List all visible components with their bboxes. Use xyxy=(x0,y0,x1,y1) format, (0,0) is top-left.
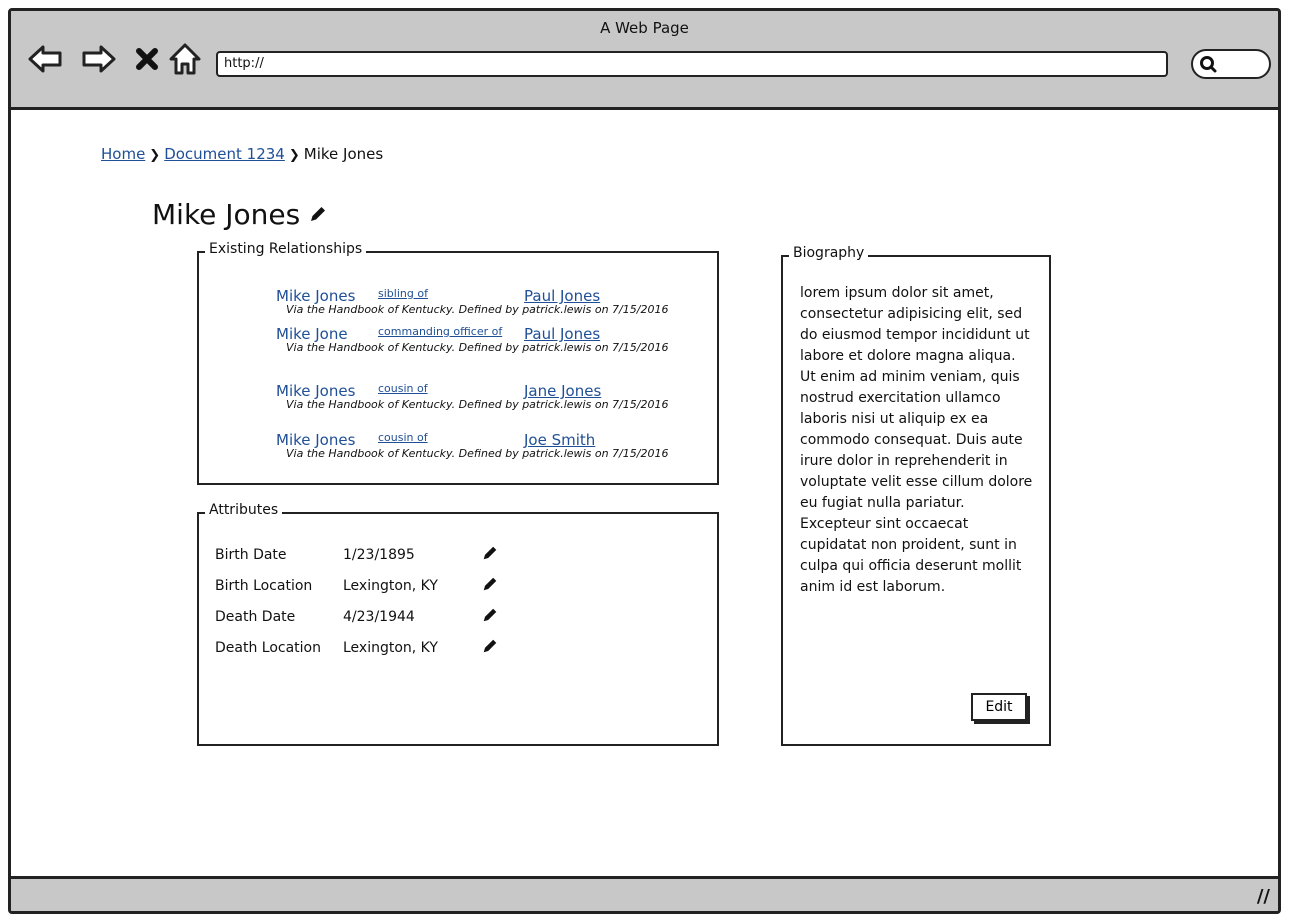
back-arrow-icon[interactable] xyxy=(27,41,63,77)
relationship-source-text: Via the Handbook of Kentucky. Defined by patrick.lewis on 7/15/2016 xyxy=(286,303,669,316)
breadcrumb-home-link[interactable]: Home xyxy=(101,145,146,163)
biography-text: lorem ipsum dolor sit amet, consectetur adipisicing elit, sed do eiusmod tempor incididunt ut labore et dolore magna aliqua. Ut enim ad minim veniam, quis nostrud exercitation ullamco laboris nisi ut aliquip ex ea commodo consequat. Duis aute irure dolor in reprehenderit in voluptate velit esse cillum dolore eu fugiat nulla pariatur. Excepteur sint occaecat cupidatat non proident, sunt in culpa qui officia deserunt mollit anim id est laborum. xyxy=(800,285,1033,595)
relationships-panel xyxy=(197,241,719,485)
page-title-text: Mike Jones xyxy=(152,198,301,231)
relationships-legend: Existing Relationships xyxy=(205,241,366,257)
relationship-person-link[interactable]: Mike Jones xyxy=(276,287,356,305)
close-icon[interactable] xyxy=(129,41,165,77)
relationship-type-link[interactable]: cousin of xyxy=(378,382,428,395)
status-bar xyxy=(11,876,1278,911)
relationship-person-link[interactable]: Mike Jones xyxy=(276,431,356,449)
relationship-row xyxy=(276,287,713,317)
biography-legend: Biography xyxy=(789,245,868,261)
relationship-type-link[interactable]: sibling of xyxy=(378,287,428,300)
biography-panel xyxy=(781,245,1051,746)
relationship-source-text: Via the Handbook of Kentucky. Defined by patrick.lewis on 7/15/2016 xyxy=(286,341,669,354)
browser-chrome xyxy=(11,11,1278,110)
browser-search-field[interactable] xyxy=(1191,49,1271,79)
relationship-person-link[interactable]: Mike Jone xyxy=(276,325,348,343)
attribute-value: Lexington, KY xyxy=(343,640,438,656)
relationship-row xyxy=(276,431,713,461)
attribute-row xyxy=(215,575,499,606)
pencil-icon[interactable] xyxy=(481,606,499,637)
relationship-source-text: Via the Handbook of Kentucky. Defined by patrick.lewis on 7/15/2016 xyxy=(286,398,669,411)
chevron-right-icon: ❯ xyxy=(288,148,300,163)
url-input[interactable]: http:// xyxy=(216,51,1168,77)
attribute-label: Death Date xyxy=(215,609,296,625)
attribute-row xyxy=(215,544,499,575)
attribute-value: 1/23/1895 xyxy=(343,547,415,563)
attributes-panel xyxy=(197,502,719,746)
relationship-row xyxy=(276,325,713,355)
relationship-related-person-link[interactable]: Joe Smith xyxy=(524,431,596,449)
relationship-related-person-link[interactable]: Paul Jones xyxy=(524,287,601,305)
edit-biography-button[interactable]: Edit xyxy=(971,693,1027,721)
attributes-legend: Attributes xyxy=(205,502,282,518)
home-icon[interactable] xyxy=(167,41,203,77)
attribute-label: Birth Date xyxy=(215,547,287,563)
pencil-icon[interactable] xyxy=(308,198,328,231)
chevron-right-icon: ❯ xyxy=(149,148,161,163)
relationship-row xyxy=(276,382,713,412)
window-title: A Web Page xyxy=(600,19,689,37)
relationship-type-link[interactable]: cousin of xyxy=(378,431,428,444)
pencil-icon[interactable] xyxy=(481,544,499,575)
attribute-label: Birth Location xyxy=(215,578,313,594)
breadcrumb xyxy=(101,145,383,163)
relationship-related-person-link[interactable]: Paul Jones xyxy=(524,325,601,343)
relationship-source-text: Via the Handbook of Kentucky. Defined by patrick.lewis on 7/15/2016 xyxy=(286,447,669,460)
attribute-label: Death Location xyxy=(215,640,321,656)
breadcrumb-document-link[interactable]: Document 1234 xyxy=(164,145,285,163)
pencil-icon[interactable] xyxy=(481,575,499,606)
pencil-icon[interactable] xyxy=(481,637,499,668)
attribute-value: Lexington, KY xyxy=(343,578,438,594)
search-icon xyxy=(1199,55,1217,77)
relationship-person-link[interactable]: Mike Jones xyxy=(276,382,356,400)
attribute-row xyxy=(215,637,499,668)
breadcrumb-current: Mike Jones xyxy=(303,145,384,163)
attribute-row xyxy=(215,606,499,637)
relationship-type-link[interactable]: commanding officer of xyxy=(378,325,503,338)
relationship-related-person-link[interactable]: Jane Jones xyxy=(524,382,602,400)
browser-window xyxy=(8,8,1281,914)
forward-arrow-icon[interactable] xyxy=(81,41,117,77)
page-title xyxy=(152,198,328,231)
attribute-value: 4/23/1944 xyxy=(343,609,415,625)
attributes-table xyxy=(215,544,499,668)
resize-grip-icon[interactable]: // xyxy=(1256,886,1270,907)
